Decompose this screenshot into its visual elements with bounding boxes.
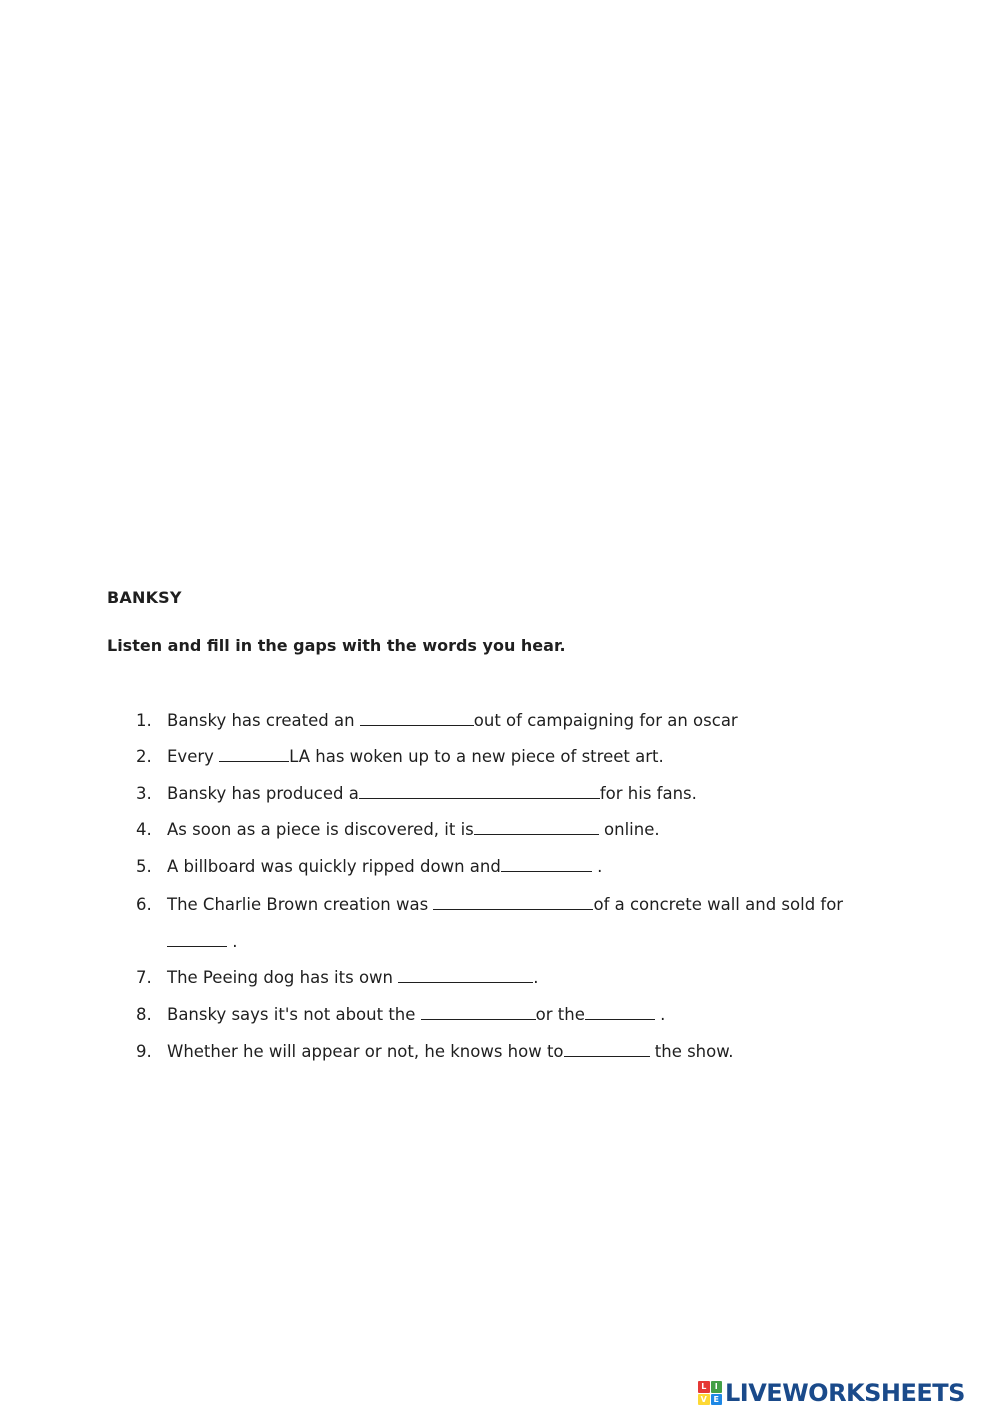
question-text-before: Whether he will appear or not, he knows how to xyxy=(167,1042,564,1061)
question-text-after: LA has woken up to a new piece of street art. xyxy=(289,747,664,766)
answer-gap[interactable] xyxy=(219,747,289,762)
question-text-after: out of campaigning for an oscar xyxy=(473,711,738,730)
question-text-before: Bansky has produced a xyxy=(167,784,359,803)
question-number: 4. xyxy=(136,820,152,839)
answer-gap[interactable] xyxy=(398,968,533,983)
logo-mark-icon xyxy=(698,1381,722,1405)
question-text-middle: or the xyxy=(535,1005,585,1024)
logo-letter: V xyxy=(698,1394,710,1406)
question-text-before: Bansky says it's not about the xyxy=(167,1005,421,1024)
question-text xyxy=(167,1042,733,1062)
question-number: 6. xyxy=(136,895,152,914)
question-number: 2. xyxy=(136,747,152,766)
logo-brand-text: LIVEWORKSHEETS xyxy=(725,1379,965,1407)
question-text-after: . xyxy=(591,857,603,876)
worksheet-title: BANKSY xyxy=(107,588,182,607)
question-text-before: As soon as a piece is discovered, it is xyxy=(167,820,474,839)
question-text xyxy=(167,711,738,731)
question-text-after: . xyxy=(227,932,238,951)
question-text-before: A billboard was quickly ripped down and xyxy=(167,857,501,876)
question-text-before: Bansky has created an xyxy=(167,711,360,730)
worksheet-instructions: Listen and fill in the gaps with the words you hear. xyxy=(107,636,566,655)
logo-letter: L xyxy=(698,1381,710,1393)
question-text xyxy=(167,747,664,767)
question-number: 7. xyxy=(136,968,152,987)
logo-letter: E xyxy=(711,1394,723,1406)
question-text-after: . xyxy=(654,1005,666,1024)
liveworksheets-logo xyxy=(698,1377,965,1409)
question-number: 3. xyxy=(136,784,152,803)
question-text-before: The Peeing dog has its own xyxy=(167,968,399,987)
question-text xyxy=(167,857,602,877)
question-6-continuation xyxy=(167,932,238,952)
question-text xyxy=(167,968,539,988)
answer-gap[interactable] xyxy=(421,1005,536,1020)
question-number: 5. xyxy=(136,857,152,876)
question-text-after: online. xyxy=(598,820,660,839)
answer-gap[interactable] xyxy=(564,1042,650,1057)
question-number: 8. xyxy=(136,1005,152,1024)
question-text-after: for his fans. xyxy=(599,784,697,803)
question-text-after: of a concrete wall and sold for xyxy=(593,895,844,914)
answer-gap[interactable] xyxy=(360,711,474,726)
answer-gap[interactable] xyxy=(585,1005,655,1020)
question-text-before: The Charlie Brown creation was xyxy=(167,895,434,914)
question-text xyxy=(167,784,697,804)
question-number: 9. xyxy=(136,1042,152,1061)
question-text-after: the show. xyxy=(649,1042,734,1061)
answer-gap[interactable] xyxy=(167,932,227,947)
answer-gap[interactable] xyxy=(433,895,593,910)
answer-gap[interactable] xyxy=(359,784,600,799)
question-text-before: Every xyxy=(167,747,220,766)
question-text xyxy=(167,895,843,915)
question-number: 1. xyxy=(136,711,152,730)
logo-letter: I xyxy=(711,1381,723,1393)
question-text xyxy=(167,820,660,840)
question-text xyxy=(167,1005,665,1025)
question-text-after: . xyxy=(533,968,539,987)
answer-gap[interactable] xyxy=(474,820,599,835)
answer-gap[interactable] xyxy=(501,857,592,872)
